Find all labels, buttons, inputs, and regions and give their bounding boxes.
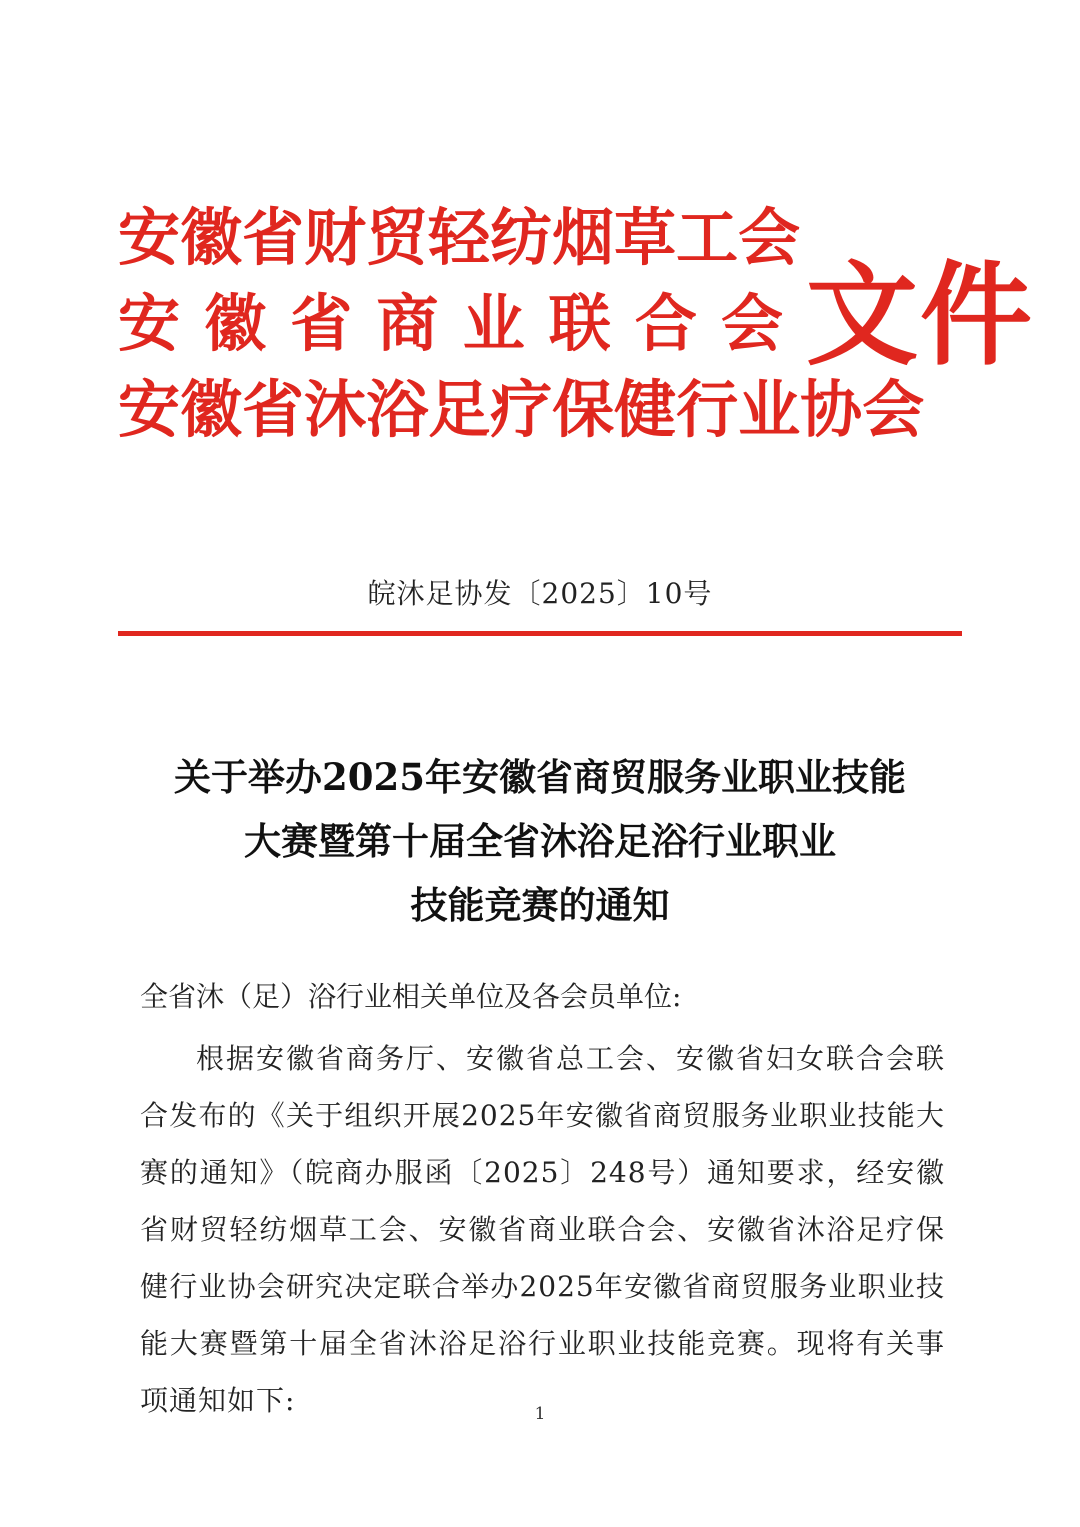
- document-header: [118, 188, 1034, 458]
- issuer-line-3: 安 徽 省 沐 浴 足 疗 保 健 行 业 协 会: [118, 373, 925, 446]
- title-line-3: 技能竞赛的通知: [410, 883, 670, 927]
- issuer-line-2: 安 徽 省 商 业 联 合 会: [118, 287, 783, 360]
- body-paragraph: 根据安徽省商务厅、安徽省总工会、安徽省妇女联合会联合发布的《关于组织开展2025年安徽省商贸服务业职业技能大赛的通知》（皖商办服函〔2025〕248号）通知要求，经安徽省财贸轻纺烟草工会、安徽省商业联合会、安徽省沐浴足疗保健行业协会研究决定联合举办2025年安徽省商贸服务业职业技能大赛暨第十届全省沐浴足浴行业职业技能竞赛。现将有关事项通知如下:: [140, 1042, 945, 1417]
- title-line-1: 关于举办2025年安徽省商贸服务业职业技能: [174, 755, 906, 799]
- issuer-line-1: 安 徽 省 财 贸 轻 纺 烟 草 工 会: [118, 201, 801, 274]
- red-divider: [118, 631, 962, 636]
- notice-title: [0, 745, 1080, 937]
- document-number: 皖沐足协发〔2025〕10号: [367, 577, 713, 610]
- title-line-2: 大赛暨第十届全省沐浴足浴行业职业: [244, 819, 836, 863]
- salutation: 全省沐（足）浴行业相关单位及各会员单位:: [140, 980, 682, 1013]
- notice-body: [140, 970, 945, 1429]
- document-label: 文件: [806, 250, 1034, 381]
- page-number: 1: [534, 1404, 546, 1424]
